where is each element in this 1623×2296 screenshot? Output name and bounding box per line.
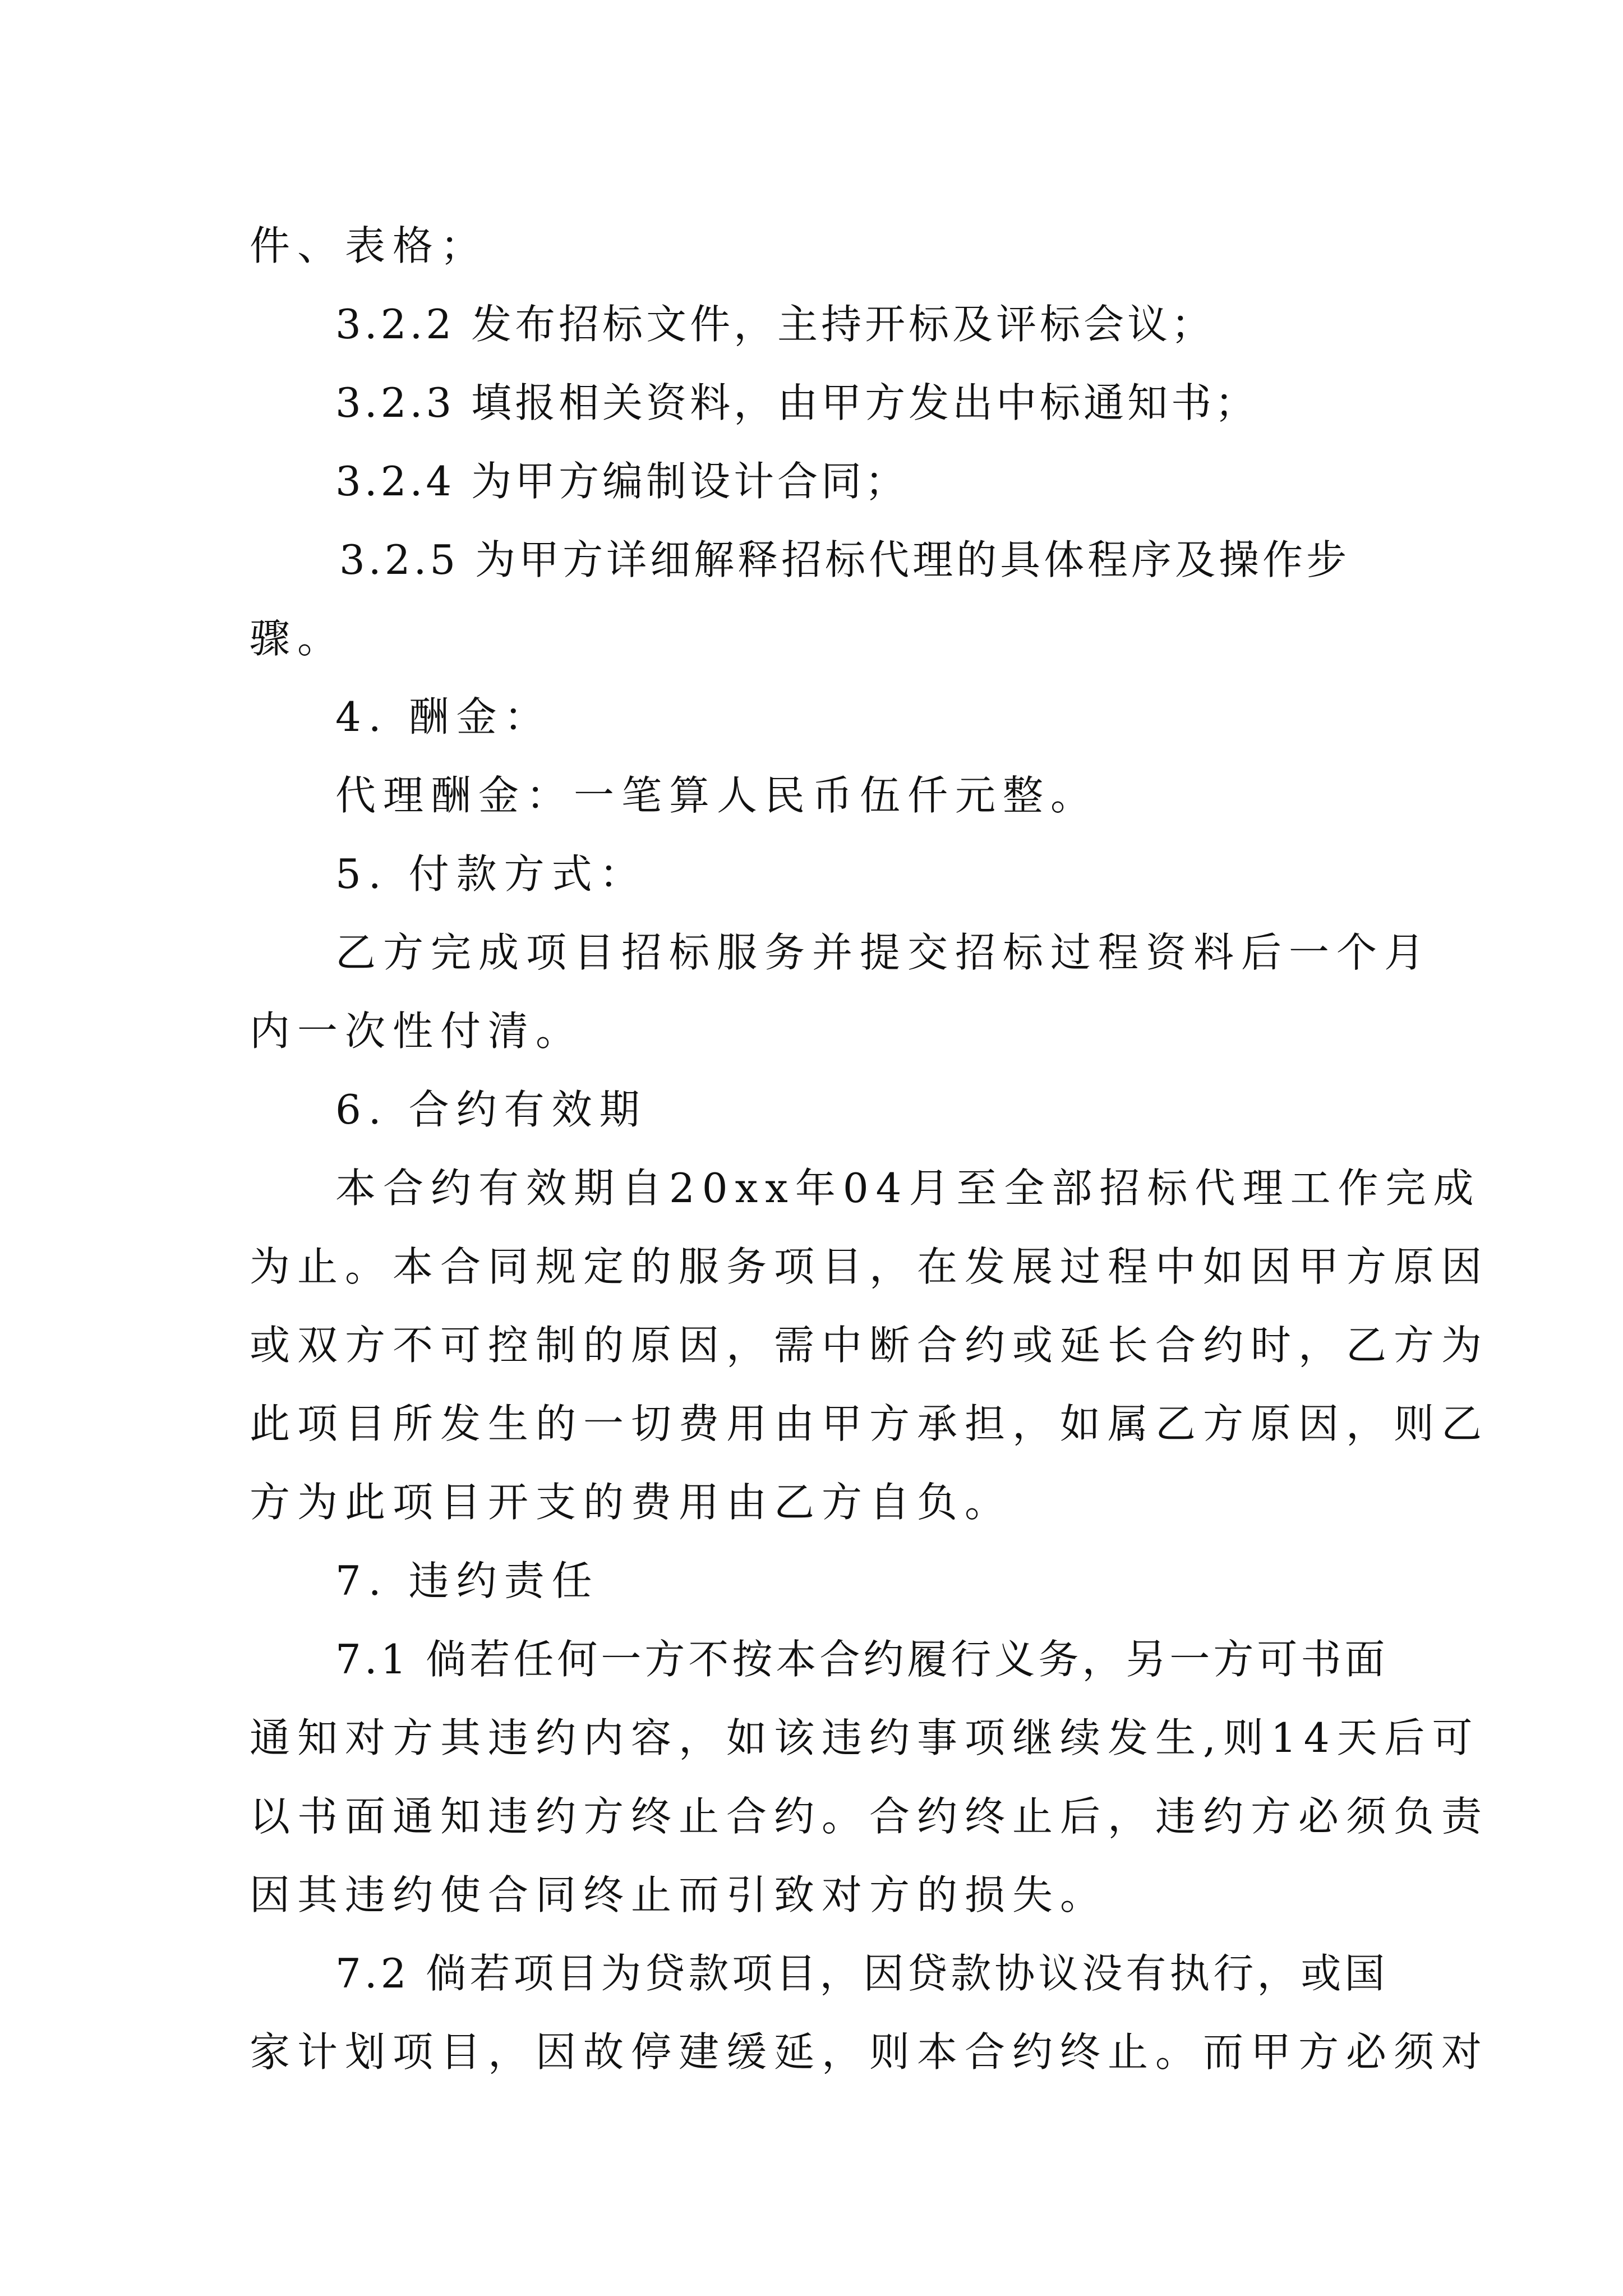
section-heading-7: 7. 违约责任: [335, 1557, 600, 1604]
clause-3-2-2: 3.2.2 发布招标文件，主持开标及评标会议；: [335, 301, 1215, 348]
text-line: 因其违约使合同终止而引致对方的损失。: [250, 1871, 1108, 1918]
text-line: 骤。: [250, 615, 345, 662]
text-line: 方为此项目开支的费用由乙方自负。: [250, 1479, 1013, 1526]
text-line: 通知对方其违约内容，如该违约事项继续发生,则14天后可: [250, 1714, 1480, 1761]
text-line: 代理酬金：一笔算人民币伍仟元整。: [335, 772, 1099, 819]
clause-7-2: 7.2 倘若项目为贷款项目，因贷款协议没有执行，或国: [335, 1950, 1389, 1997]
text-line: 以书面通知违约方终止合约。合约终止后，违约方必须负责: [250, 1793, 1490, 1840]
text-line: 家计划项目，因故停建缓延，则本合约终止。而甲方必须对: [250, 2028, 1490, 2076]
text-line: 件、表格；: [250, 222, 488, 269]
text-line: 此项目所发生的一切费用由甲方承担，如属乙方原因，则乙: [250, 1400, 1490, 1447]
clause-3-2-4: 3.2.4 为甲方编制设计合同；: [335, 458, 909, 505]
section-heading-4: 4. 酬金：: [335, 693, 552, 740]
text-line: 为止。本合同规定的服务项目，在发展过程中如因甲方原因: [250, 1243, 1490, 1290]
text-line: 或双方不可控制的原因，需中断合约或延长合约时，乙方为: [250, 1322, 1490, 1369]
clause-3-2-3: 3.2.3 填报相关资料，由甲方发出中标通知书；: [335, 379, 1259, 426]
text-line: 乙方完成项目招标服务并提交招标过程资料后一个月: [335, 929, 1432, 976]
section-heading-6: 6. 合约有效期: [335, 1086, 647, 1133]
text-line: 本合约有效期自20xx年04月至全部招标代理工作完成: [335, 1165, 1481, 1212]
clause-7-1: 7.1 倘若任何一方不按本合约履行义务，另一方可书面: [335, 1636, 1389, 1683]
clause-3-2-5: 3.2.5 为甲方详细解释招标代理的具体程序及操作步: [339, 536, 1350, 583]
text-line: 内一次性付清。: [250, 1007, 584, 1055]
section-heading-5: 5. 付款方式：: [335, 850, 647, 898]
